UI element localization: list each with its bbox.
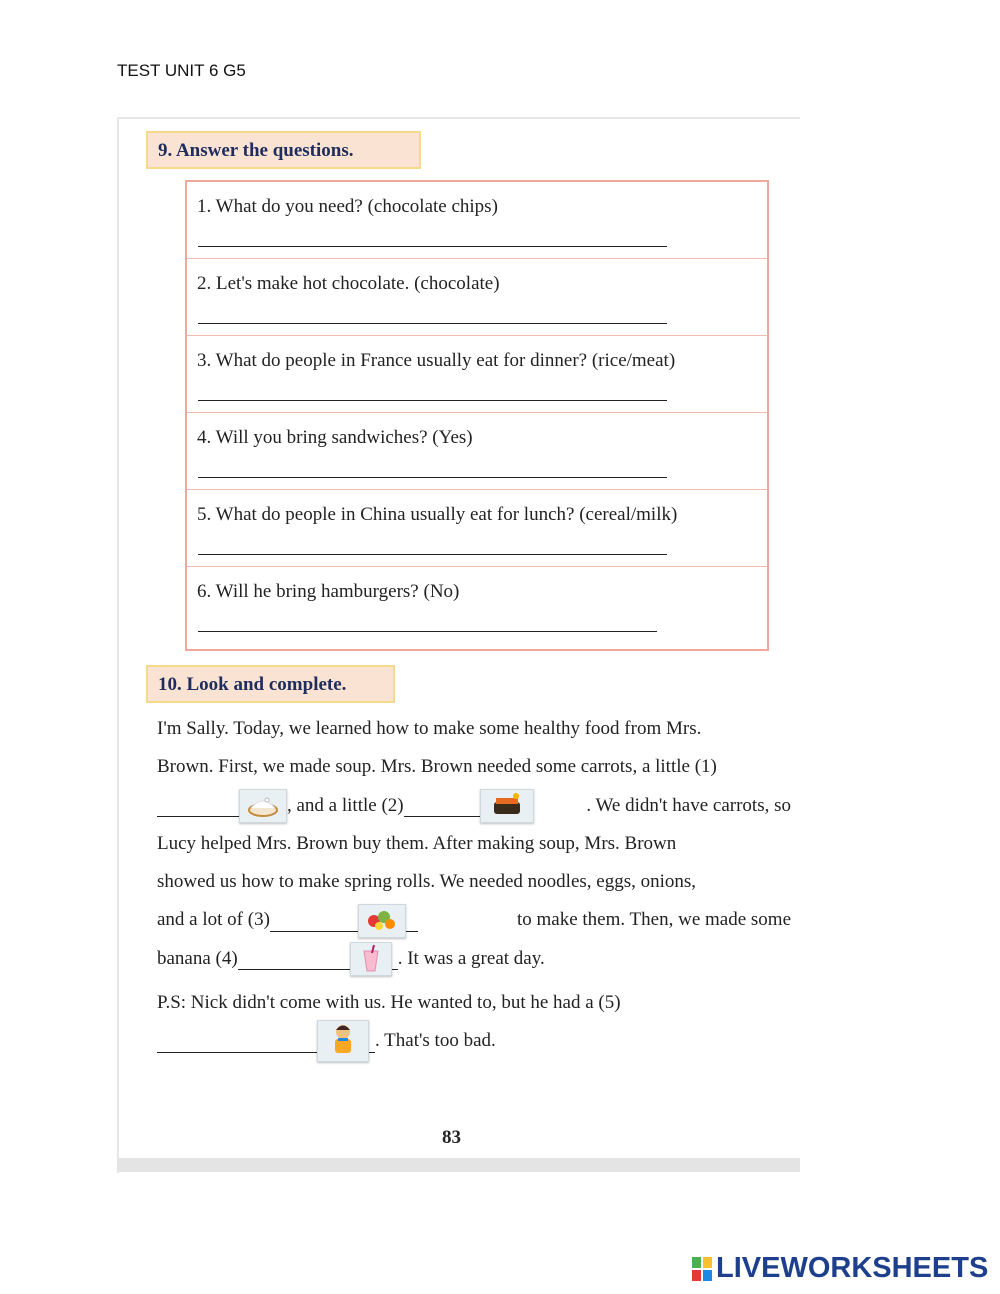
pepper-icon	[482, 790, 532, 820]
sick-girl-icon	[319, 1021, 367, 1059]
milkshake-icon	[350, 942, 392, 976]
story-line	[157, 787, 791, 825]
story-line	[157, 825, 791, 863]
page-number: 83	[442, 1127, 461, 1148]
answer-line[interactable]	[198, 400, 667, 401]
ps-text: . That's too bad.	[375, 1030, 496, 1052]
answer-line[interactable]	[198, 323, 667, 324]
liveworksheets-logo	[692, 1252, 988, 1285]
story-line	[157, 863, 791, 901]
story-text: I'm Sally. Today, we learned how to make some healthy food from Mrs.	[157, 718, 702, 739]
story-line	[157, 940, 791, 978]
answer-line[interactable]	[198, 246, 667, 247]
question-row	[187, 490, 767, 567]
story-text: showed us how to make spring rolls. We needed noodles, eggs, onions,	[157, 871, 697, 893]
pepper-icon	[480, 789, 534, 823]
question-row	[187, 336, 767, 413]
story-line	[157, 901, 791, 939]
blank-2[interactable]	[404, 794, 480, 817]
question-text: 6. Will he bring hamburgers? (No)	[197, 581, 460, 602]
blank-4[interactable]	[238, 947, 350, 970]
section-9-heading: 9. Answer the questions.	[146, 131, 421, 169]
story-text: to make them. Then, we made some	[516, 909, 791, 931]
answer-line[interactable]	[198, 554, 667, 555]
question-row	[187, 182, 767, 259]
story-text: and a lot of (3)	[157, 909, 270, 931]
question-text: 5. What do people in China usually eat for lunch? (cereal/milk)	[197, 504, 678, 525]
ps-line	[157, 984, 791, 1022]
question-text: 1. What do you need? (chocolate chips)	[197, 196, 498, 217]
question-row	[187, 259, 767, 336]
ps-paragraph	[157, 984, 791, 1061]
page-footer-bar	[117, 1158, 800, 1172]
story-text: Lucy helped Mrs. Brown buy them. After making soup, Mrs. Brown	[157, 832, 677, 854]
logo-mark-icon	[692, 1257, 712, 1281]
question-text: 2. Let's make hot chocolate. (chocolate)	[197, 273, 500, 294]
story-text: banana (4)	[157, 947, 238, 969]
salt-bowl-icon	[239, 789, 287, 823]
questions-box	[185, 180, 769, 651]
story-line	[157, 748, 791, 786]
salt-bowl-icon	[241, 790, 285, 820]
question-text: 3. What do people in France usually eat for dinner? (rice/meat)	[197, 350, 676, 371]
story-text: , and a little (2)	[287, 794, 404, 816]
vegetables-icon	[360, 905, 404, 935]
milkshake-icon	[352, 943, 390, 973]
story-line	[157, 710, 791, 748]
blank-3[interactable]	[270, 909, 358, 932]
story-text: . We didn't have carrots, so	[586, 794, 791, 816]
section-10-heading: 10. Look and complete.	[146, 665, 395, 703]
story-text: Brown. First, we made soup. Mrs. Brown needed some carrots, a little (1)	[157, 756, 717, 778]
question-row	[187, 413, 767, 490]
story-paragraph	[157, 710, 791, 978]
sick-girl-icon	[317, 1020, 369, 1062]
question-text: 4. Will you bring sandwiches? (Yes)	[197, 427, 473, 448]
ps-line	[157, 1022, 791, 1060]
document-title: TEST UNIT 6 G5	[117, 61, 246, 80]
story-text: . It was a great day.	[397, 947, 545, 969]
answer-line[interactable]	[198, 631, 657, 632]
blank-1[interactable]	[157, 794, 239, 817]
vegetables-icon	[358, 904, 406, 938]
logo-text: LIVEWORKSHEETS	[716, 1252, 989, 1284]
ps-text: P.S: Nick didn't come with us. He wanted to, but he had a (5)	[157, 992, 621, 1013]
question-row	[187, 567, 767, 644]
blank-3-tail[interactable]	[406, 909, 418, 932]
blank-5[interactable]	[157, 1030, 317, 1053]
answer-line[interactable]	[198, 477, 667, 478]
